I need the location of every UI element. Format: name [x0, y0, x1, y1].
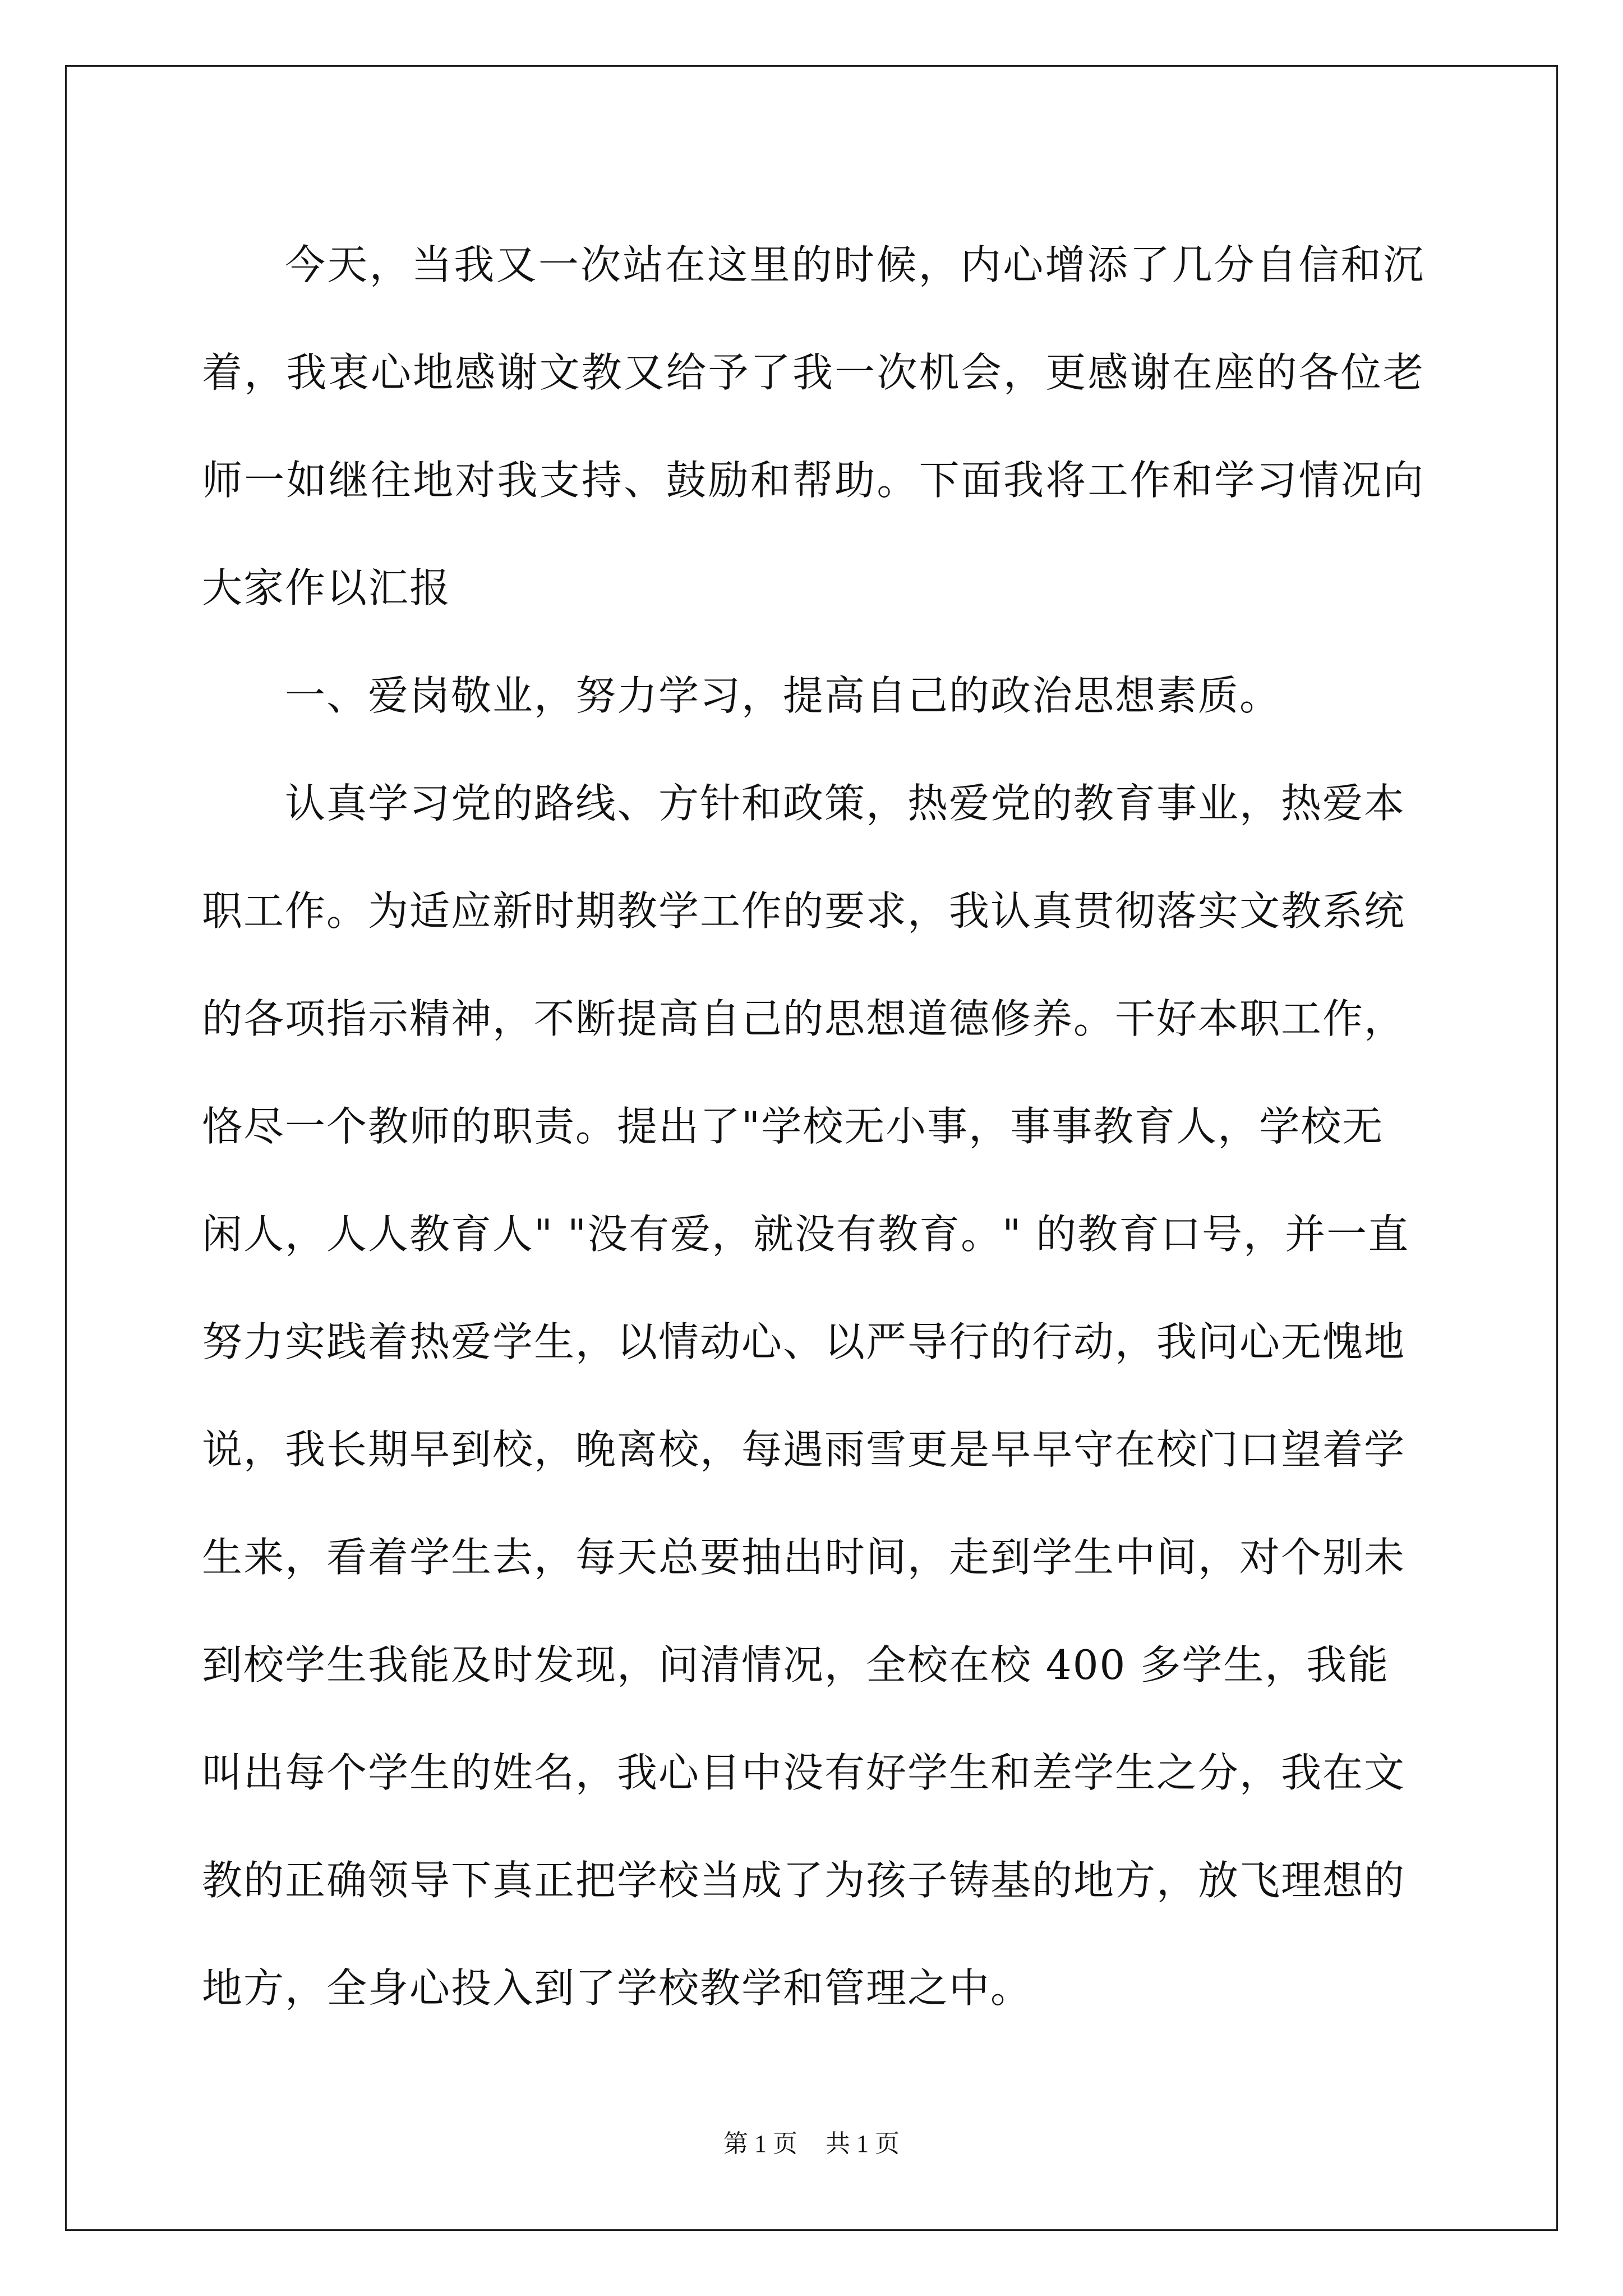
paragraph-section-body: 认真学习党的路线、方针和政策，热爱党的教育事业，热爱本职工作。为适应新时期教学工作的要求，我认真贯彻落实文教系统的各项指示精神，不断提高自己的思想道德修养。干好本职工作，恪尽一个教师的职责。提出了"学校无小事，事事教育人，学校无闲人，人人教育人" "没有爱，就没有教育。" 的教育口号，并一直努力实践着热爱学生，以情动心、以严导行的行动，我问心无愧地说，我长期早到校，晚离校，每遇雨雪更是早早守在校门口望着学生来，看着学生去，每天总要抽出时间，走到学生中间，对个别未到校学生我能及时发现，问清情况，全校在校 400 多学生，我能叫出每个学生的姓名，我心目中没有好学生和差学生之分，我在文教的正确领导下真正把学校当成了为孩子铸基的地方，放飞理想的地方，全身心投入到了学校教学和管理之中。: [202, 780, 1410, 2012]
document-body: [202, 211, 1424, 2042]
page-footer: [0, 2127, 1623, 2161]
page-total: 共 1 页: [826, 2130, 900, 2157]
paragraph-section-heading: 一、爱岗敬业，努力学习，提高自己的政治思想素质。: [285, 672, 1281, 719]
paragraph-intro: 今天，当我又一次站在这里的时候，内心增添了几分自信和沉着，我衷心地感谢文教又给予了我一次机会，更感谢在座的各位老师一如继往地对我支持、鼓励和帮助。下面我将工作和学习情况向大家作以汇报: [202, 241, 1424, 611]
page-number: 第 1 页: [723, 2130, 797, 2157]
